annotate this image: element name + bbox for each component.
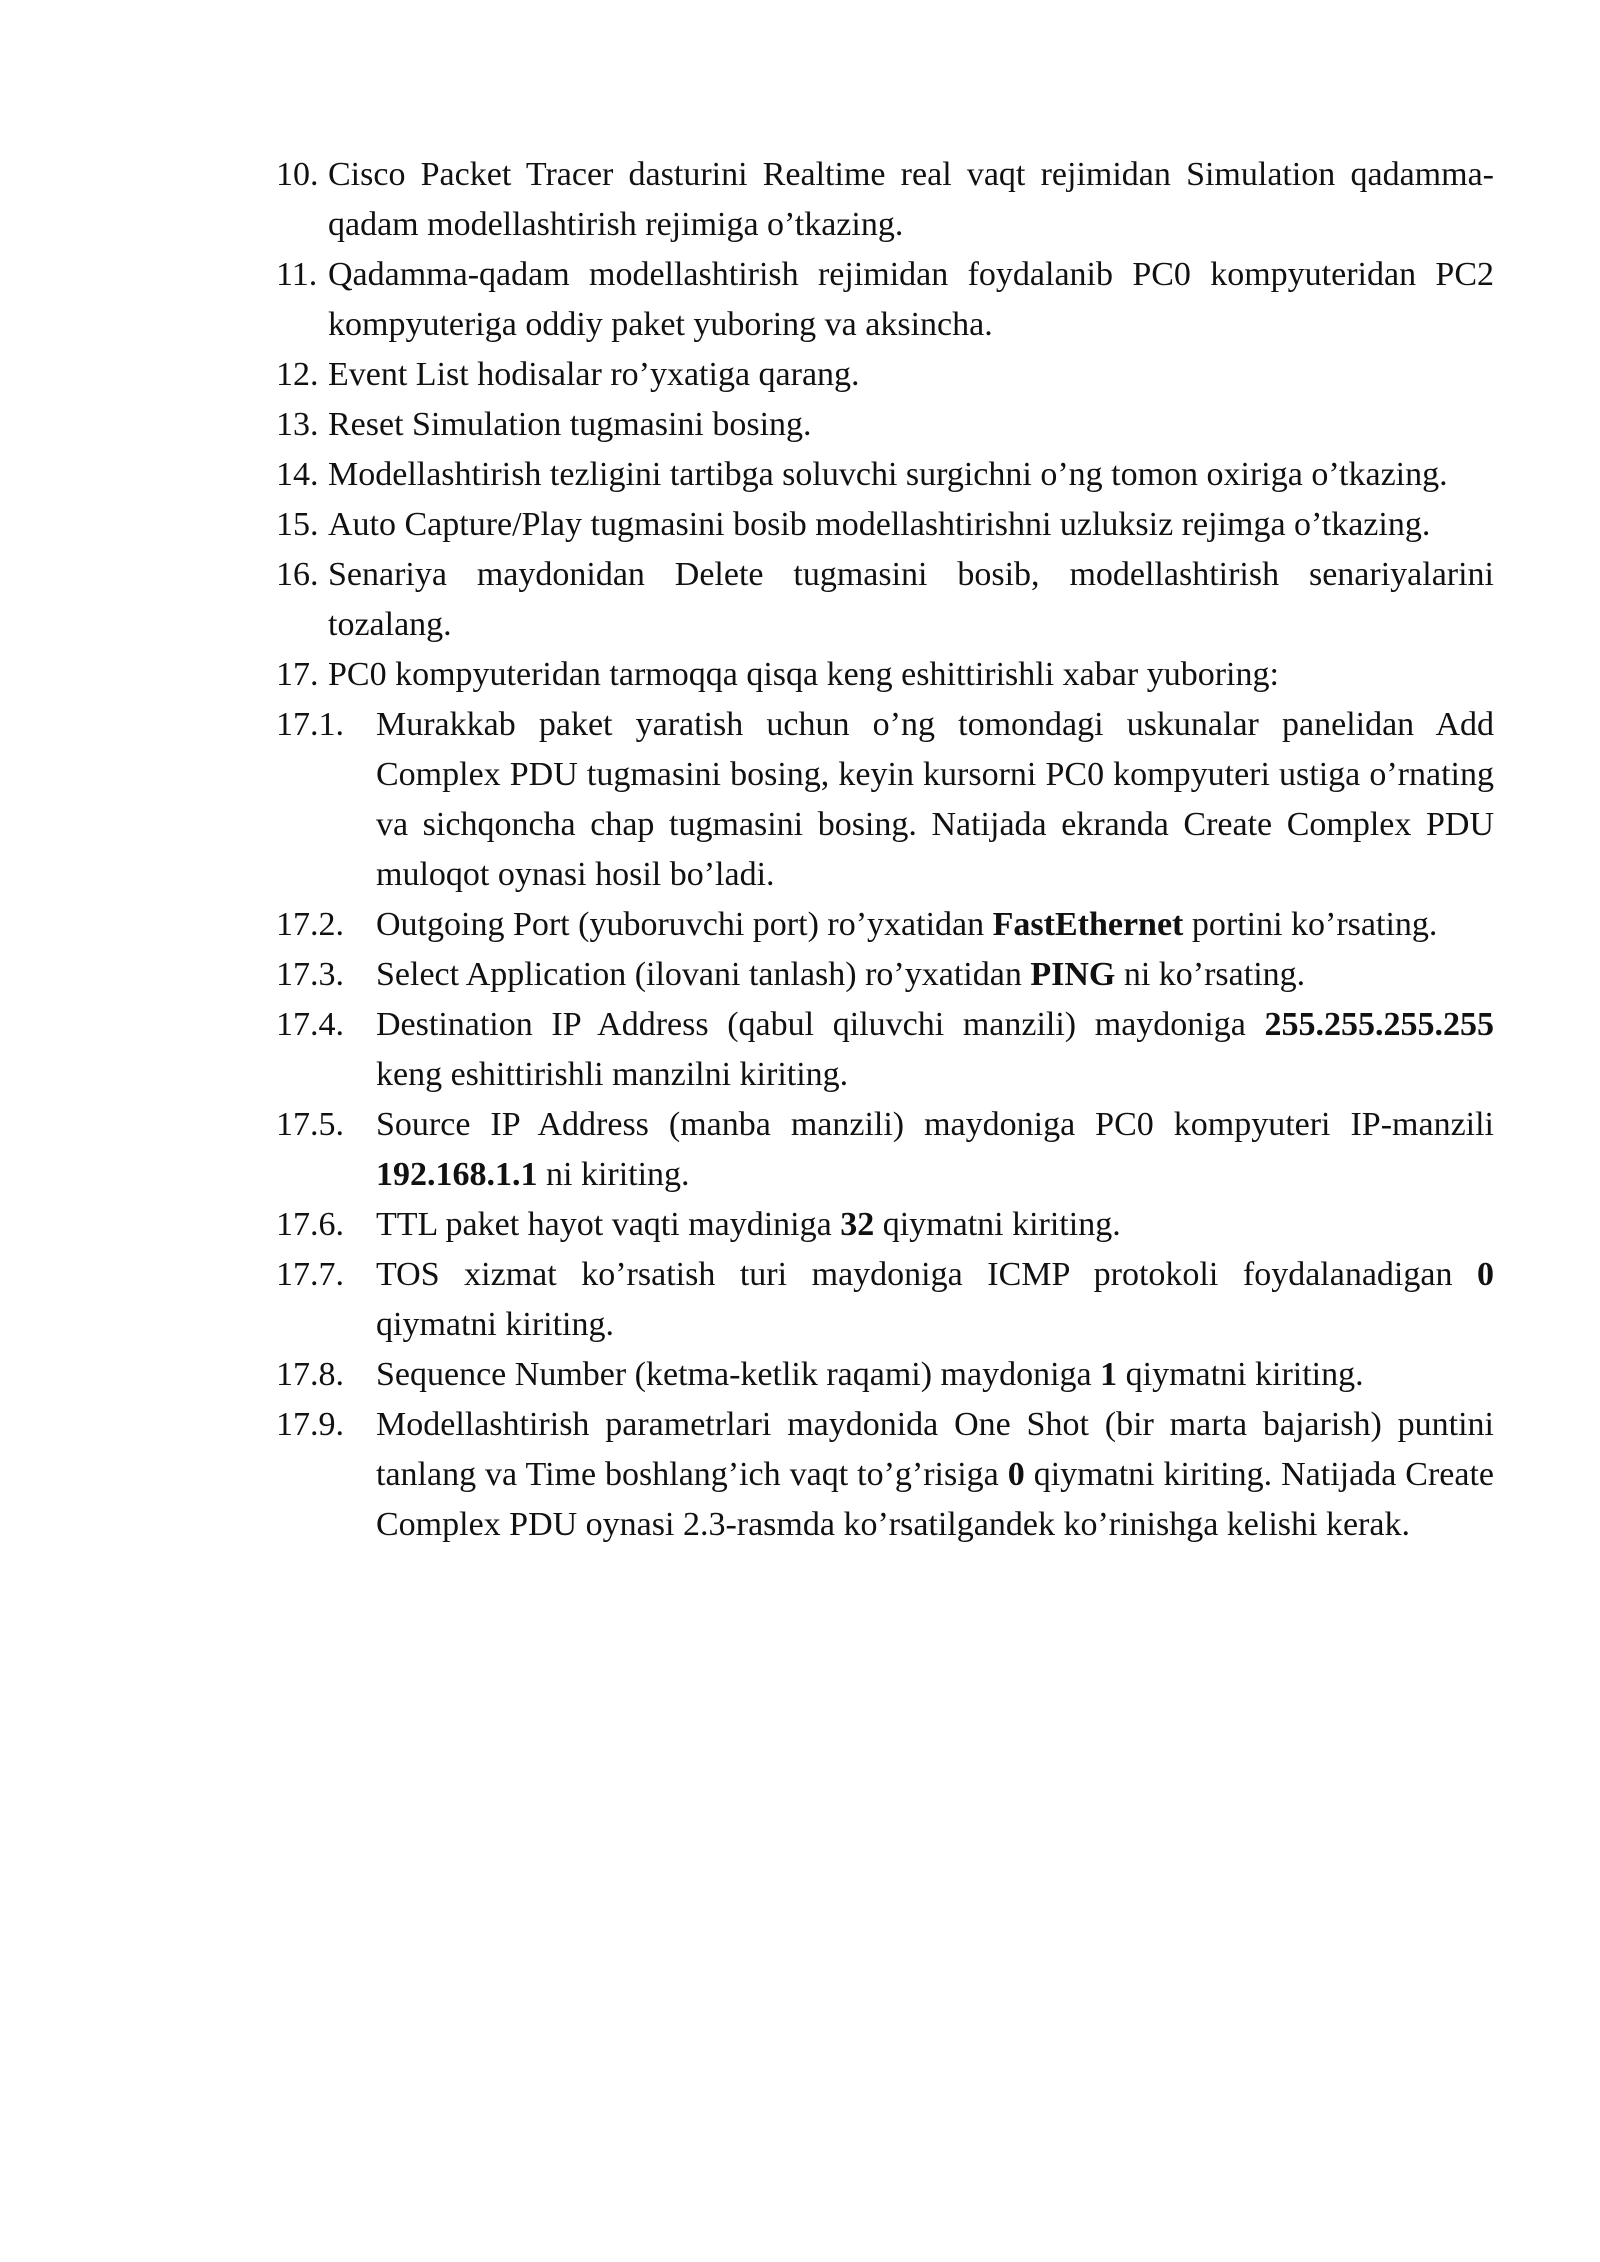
sub-list-item bbox=[276, 900, 1494, 950]
text-run: Modellashtirish tezligini tartibga soluvchi surgichni o’ng tomon oxiriga o’tkazing. bbox=[328, 456, 1448, 493]
text-run: Modellashtirish parametrlari maydonida One Shot (bir marta bajarish) puntini tanlang va Time boshlang’ich vaqt to’g’risiga bbox=[376, 1406, 1494, 1493]
list-item bbox=[276, 650, 1494, 700]
sub-list-item bbox=[276, 1200, 1494, 1250]
text-run: Outgoing Port (yuboruvchi port) ro’yxatidan bbox=[376, 906, 993, 943]
list-item-text bbox=[376, 1006, 1494, 1093]
list-item-number: 17.2. bbox=[276, 906, 344, 943]
list-item-number: 14. bbox=[276, 456, 319, 493]
text-run: Auto Capture/Play tugmasini bosib modellashtirishni uzluksiz rejimga o’tkazing. bbox=[328, 506, 1431, 543]
list-item-number: 11. bbox=[276, 256, 318, 293]
text-run: keng eshittirishli manzilni kiriting. bbox=[376, 1056, 849, 1093]
text-run: Senariya maydonidan Delete tugmasini bosib, modellashtirish senariyalarini tozalang. bbox=[328, 556, 1494, 643]
list-item-text bbox=[328, 356, 860, 393]
bold-value: 32 bbox=[840, 1206, 875, 1243]
list-item-number: 17.9. bbox=[276, 1406, 344, 1443]
sub-list-item bbox=[276, 1000, 1494, 1100]
list-item-number: 17.6. bbox=[276, 1206, 344, 1243]
list-item bbox=[276, 450, 1494, 500]
text-run: Cisco Packet Tracer dasturini Realtime real vaqt rejimidan Simulation qadamma-qadam modellashtirish rejimiga o’tkazing. bbox=[328, 156, 1494, 243]
list-item bbox=[276, 400, 1494, 450]
text-run: Qadamma-qadam modellashtirish rejimidan foydalanib PC0 kompyuteridan PC2 kompyuteriga oddiy paket yuboring va aksincha. bbox=[328, 256, 1494, 343]
list-item-number: 10. bbox=[276, 156, 319, 193]
list-item-text bbox=[328, 506, 1430, 543]
list-item-text bbox=[376, 906, 1437, 943]
sub-list-item bbox=[276, 1100, 1494, 1200]
list-item bbox=[276, 550, 1494, 650]
list-item-text bbox=[376, 1356, 1364, 1393]
list-item bbox=[276, 250, 1494, 350]
text-run: qiymatni kiriting. Natijada Create Complex PDU oynasi 2.3-rasmda ko’rsatilgandek ko’rinishga kelishi kerak. bbox=[376, 1456, 1494, 1543]
list-item-text bbox=[376, 1256, 1494, 1343]
bold-value: 255.255.255.255 bbox=[1264, 1006, 1494, 1043]
text-run: Reset Simulation tugmasini bosing. bbox=[328, 406, 812, 443]
bold-value: 192.168.1.1 bbox=[376, 1156, 538, 1193]
text-run: qiymatni kiriting. bbox=[874, 1206, 1121, 1243]
list-item-text bbox=[376, 1206, 1121, 1243]
text-run: ni kiriting. bbox=[537, 1156, 690, 1193]
list-item-text bbox=[376, 706, 1494, 893]
list-item-text bbox=[328, 656, 1279, 693]
list-item-text bbox=[328, 256, 1494, 343]
list-item-text bbox=[376, 1406, 1494, 1543]
text-run: PC0 kompyuteridan tarmoqqa qisqa keng eshittirishli xabar yuboring: bbox=[328, 656, 1279, 693]
text-run: Destination IP Address (qabul qiluvchi manzili) maydoniga bbox=[376, 1006, 1265, 1043]
text-run: TOS xizmat ko’rsatish turi maydoniga ICMP protokoli foydalanadigan bbox=[376, 1256, 1477, 1293]
list-item bbox=[276, 350, 1494, 400]
text-run: TTL paket hayot vaqti maydiniga bbox=[376, 1206, 841, 1243]
list-item-number: 16. bbox=[276, 556, 319, 593]
list-item-number: 12. bbox=[276, 356, 319, 393]
list-item-text bbox=[376, 956, 1305, 993]
text-run: ni ko’rsating. bbox=[1115, 956, 1306, 993]
text-run: Sequence Number (ketma-ketlik raqami) maydoniga bbox=[376, 1356, 1101, 1393]
instruction-list bbox=[276, 150, 1494, 1550]
text-run: Murakkab paket yaratish uchun o’ng tomondagi uskunalar panelidan Add Complex PDU tugmasini bosing, keyin kursorni PC0 kompyuteri ustiga o’rnating va sichqoncha chap tugmasini bosing. Natijada ekranda Create Complex PDU muloqot oynasi hosil bo’ladi. bbox=[376, 706, 1494, 893]
list-item-number: 13. bbox=[276, 406, 319, 443]
list-item-number: 15. bbox=[276, 506, 319, 543]
text-run: Select Application (ilovani tanlash) ro’yxatidan bbox=[376, 956, 1031, 993]
text-run: portini ko’rsating. bbox=[1183, 906, 1438, 943]
sub-list-item bbox=[276, 1250, 1494, 1350]
list-item-number: 17.8. bbox=[276, 1356, 344, 1393]
list-item-text bbox=[328, 406, 812, 443]
list-item-text bbox=[328, 156, 1494, 243]
bold-value: 0 bbox=[1007, 1456, 1025, 1493]
text-run: Event List hodisalar ro’yxatiga qarang. bbox=[328, 356, 860, 393]
list-item-number: 17.5. bbox=[276, 1106, 344, 1143]
bold-value: 1 bbox=[1100, 1356, 1118, 1393]
list-item-text bbox=[328, 556, 1494, 643]
bold-value: 0 bbox=[1477, 1256, 1494, 1293]
list-item bbox=[276, 500, 1494, 550]
list-item-number: 17. bbox=[276, 656, 319, 693]
text-run: qiymatni kiriting. bbox=[1117, 1356, 1364, 1393]
list-item-number: 17.1. bbox=[276, 706, 344, 743]
sub-list-item bbox=[276, 700, 1494, 900]
sub-list-item bbox=[276, 1400, 1494, 1550]
list-item-number: 17.4. bbox=[276, 1006, 344, 1043]
sub-list-item bbox=[276, 1350, 1494, 1400]
text-run: Source IP Address (manba manzili) maydoniga PC0 kompyuteri IP-manzili bbox=[376, 1106, 1494, 1143]
text-run: qiymatni kiriting. bbox=[376, 1306, 614, 1343]
list-item-number: 17.7. bbox=[276, 1256, 344, 1293]
list-item bbox=[276, 150, 1494, 250]
list-item-text bbox=[376, 1106, 1494, 1193]
bold-value: FastEthernet bbox=[992, 906, 1184, 943]
bold-value: PING bbox=[1030, 956, 1116, 993]
sub-list-item bbox=[276, 950, 1494, 1000]
list-item-number: 17.3. bbox=[276, 956, 344, 993]
list-item-text bbox=[328, 456, 1448, 493]
